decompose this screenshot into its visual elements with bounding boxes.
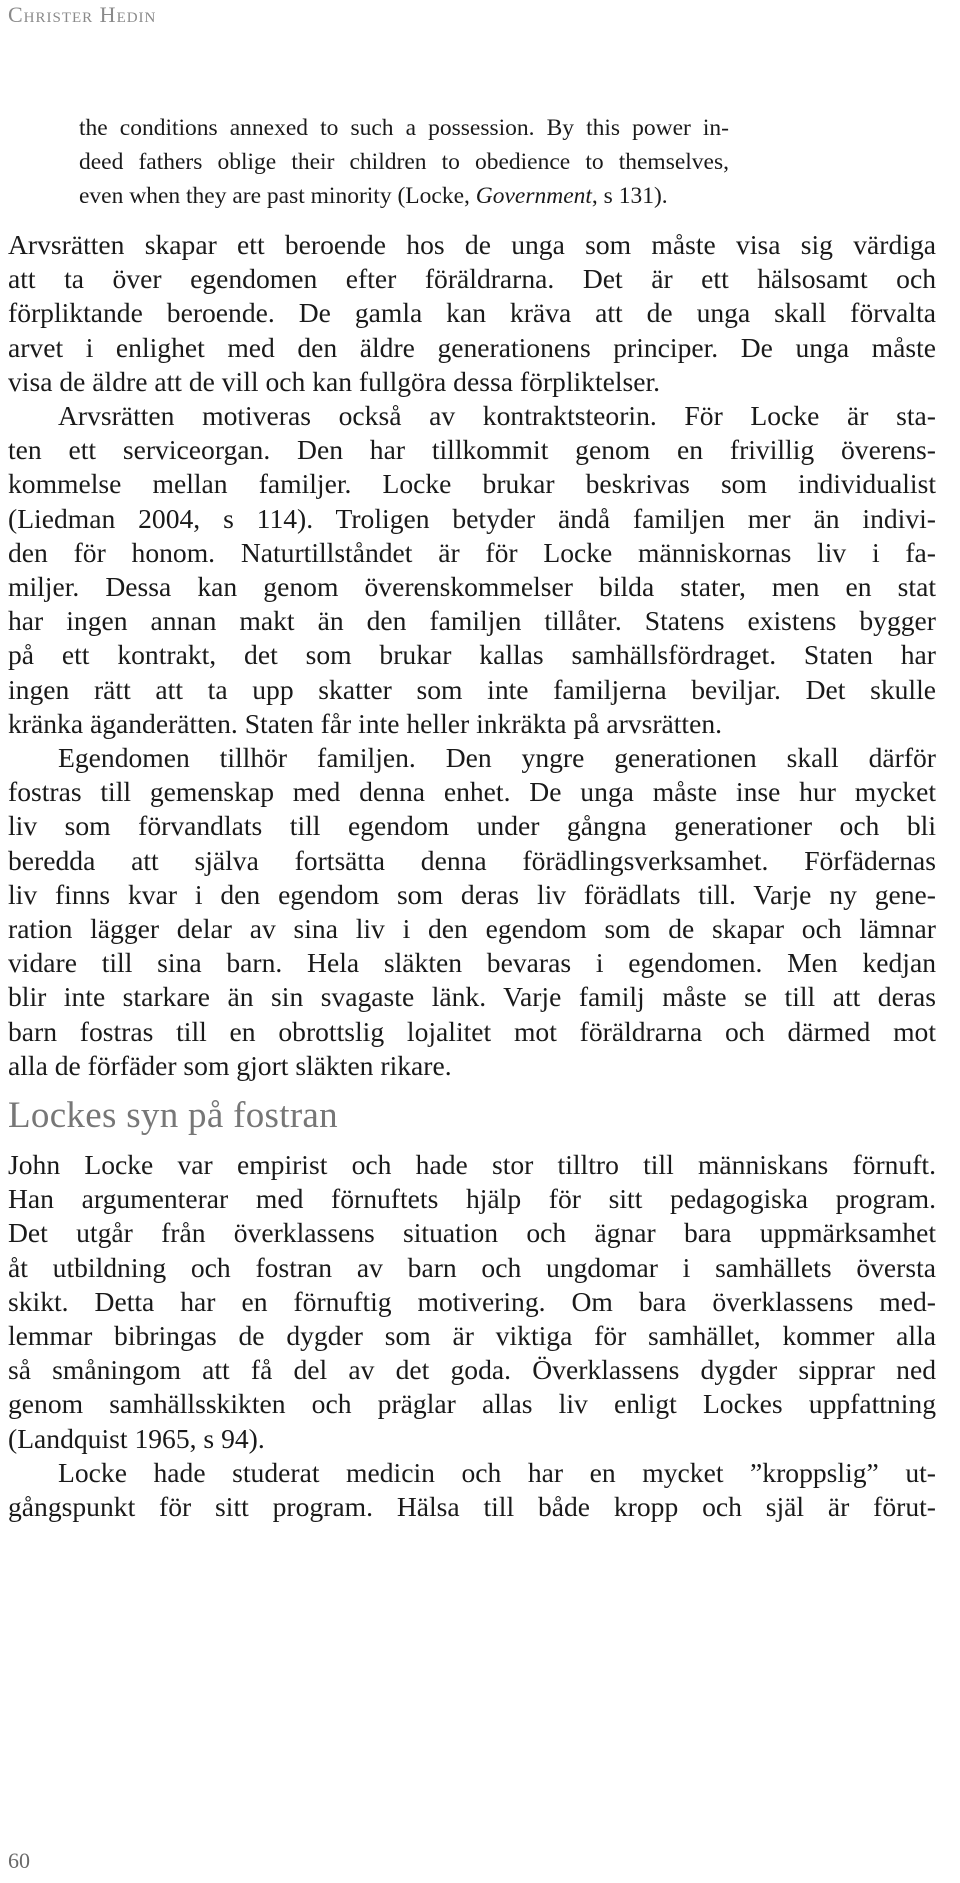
body-line: visa de äldre att de vill och kan fullgöra dessa förpliktelser.	[8, 365, 661, 397]
body-line: skikt. Detta har en förnuftig motivering. Om bara överklassens med-	[8, 1285, 936, 1317]
body-line: genom samhällsskikten och präglar allas liv enligt Lockes uppfattning	[8, 1388, 936, 1420]
running-head: Christer Hedin	[8, 2, 157, 27]
body-line: har ingen annan makt än den familjen tillåter. Statens existens bygger	[8, 605, 936, 637]
body-line: arvet i enlighet med den äldre generationens principer. De unga måste	[8, 331, 936, 363]
section-heading: Lockes syn på fostran	[8, 1095, 338, 1136]
body-line: Det utgår från överklassens situation och ägnar bara uppmärksamhet	[8, 1217, 936, 1249]
body-section-one	[8, 228, 936, 1083]
body-line: ingen rätt att ta upp skatter som inte familjerna beviljar. Det skulle	[8, 673, 936, 705]
body-line: Egendomen tillhör familjen. Den yngre generationen skall därför	[58, 742, 936, 774]
body-line: (Landquist 1965, s 94).	[8, 1422, 265, 1454]
body-section-two	[8, 1148, 936, 1524]
body-line: barn fostras till en obrottslig lojalitet mot föräldrarna och därmed mot	[8, 1015, 936, 1047]
quote-line-text: even when they are past minority (Locke,	[79, 183, 476, 209]
page-number: 60	[8, 1848, 30, 1873]
body-line: (Liedman 2004, s 114). Troligen betyder ändå familjen mer än indivi-	[8, 502, 936, 534]
body-line: på ett kontrakt, det som brukar kallas samhällsfördraget. Staten har	[8, 639, 936, 671]
quote-line-tail: , s 131).	[591, 183, 668, 209]
body-line: den för honom. Naturtillståndet är för Locke människornas liv i fa-	[8, 536, 936, 568]
quote-line: deed fathers oblige their children to obedience to themselves,	[79, 149, 729, 175]
body-line: ten ett serviceorgan. Den har tillkommit genom en frivillig överens-	[8, 434, 936, 466]
quote-italic-title: Government	[475, 183, 592, 209]
body-line: Locke hade studerat medicin och har en mycket ”kroppslig” ut-	[58, 1456, 936, 1488]
quote-line	[79, 179, 729, 213]
body-line: miljer. Dessa kan genom överenskommelser bilda stater, men en stat	[8, 571, 936, 603]
body-line: gångspunkt för sitt program. Hälsa till både kropp och själ är förut-	[8, 1491, 936, 1523]
body-line: Arvsrätten skapar ett beroende hos de unga som måste visa sig värdiga	[8, 229, 936, 260]
body-line: fostras till gemenskap med denna enhet. De unga måste inse hur mycket	[8, 776, 936, 808]
body-line: lemmar bibringas de dygder som är viktiga för samhället, kommer alla	[8, 1320, 936, 1352]
body-line: Arvsrätten motiveras också av kontraktsteorin. För Locke är sta-	[58, 400, 936, 432]
body-line: alla de förfäder som gjort släkten rikare.	[8, 1049, 452, 1081]
body-line: att ta över egendomen efter föräldrarna. Det är ett hälsosamt och	[8, 263, 936, 295]
body-line: kommelse mellan familjer. Locke brukar beskrivas som individualist	[8, 468, 936, 500]
body-line: liv som förvandlats till egendom under gångna generationer och bli	[8, 810, 936, 842]
quote-line: the conditions annexed to such a possession. By this power in-	[79, 115, 729, 141]
body-line: åt utbildning och fostran av barn och ungdomar i samhällets översta	[8, 1251, 936, 1283]
block-quote	[79, 111, 729, 213]
body-line: Han argumenterar med förnuftets hjälp för sitt pedagogiska program.	[8, 1183, 936, 1215]
body-line: kränka äganderätten. Staten får inte heller inkräkta på arvsrätten.	[8, 707, 723, 739]
body-line: vidare till sina barn. Hela släkten bevaras i egendomen. Men kedjan	[8, 947, 936, 979]
body-line: beredda att själva fortsätta denna förädlingsverksamhet. Förfädernas	[8, 844, 936, 876]
body-line: liv finns kvar i den egendom som deras liv förädlats till. Varje ny gene-	[8, 878, 936, 910]
body-line: förpliktande beroende. De gamla kan kräva att de unga skall förvalta	[8, 297, 936, 329]
body-line: ration lägger delar av sina liv i den egendom som de skapar och lämnar	[8, 913, 936, 945]
body-line: blir inte starkare än sin svagaste länk. Varje familj måste se till att deras	[8, 981, 936, 1013]
body-line: så småningom att få del av det goda. Överklassens dygder sipprar ned	[8, 1354, 936, 1386]
body-line: John Locke var empirist och hade stor tilltro till människans förnuft.	[8, 1149, 936, 1180]
